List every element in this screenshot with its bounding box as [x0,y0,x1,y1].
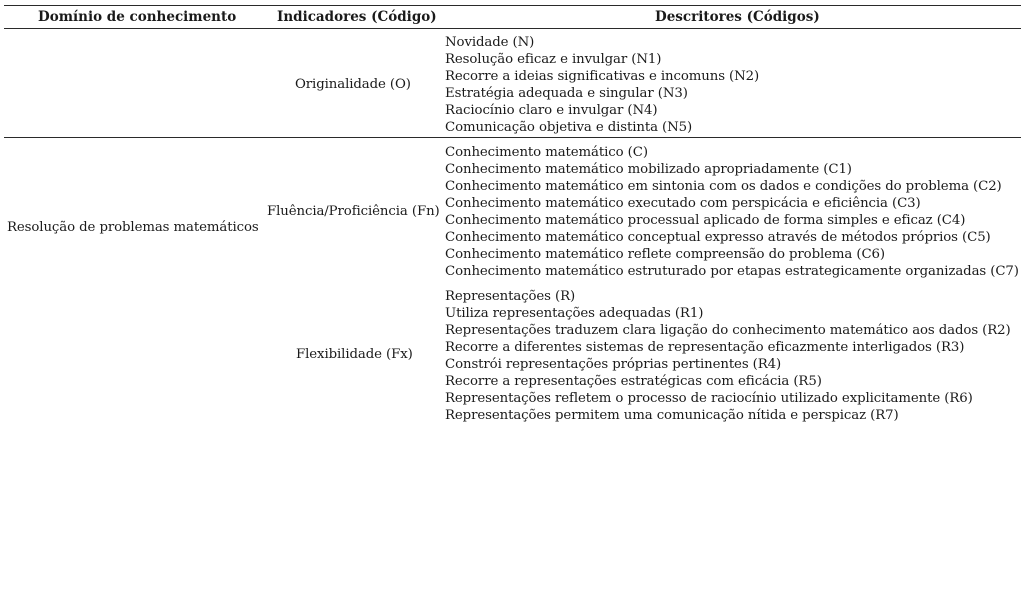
header-descriptors: Descritores (Códigos) [655,9,820,25]
indicator-fluencia: Fluência/Proficiência (Fn) [267,204,440,219]
descriptor-list-originalidade [445,34,759,136]
section-divider-rule [4,137,1021,138]
descriptor-item: Conhecimento matemático executado com perspicácia e eficiência (C3) [445,196,921,211]
descriptor-item: Conhecimento matemático processual aplicado de forma simples e eficaz (C4) [445,213,966,228]
descriptor-item: Recorre a ideias significativas e incomuns (N2) [445,69,760,84]
descriptor-list-fluencia [445,144,1019,280]
descriptor-item: Estratégia adequada e singular (N3) [445,86,688,101]
descriptor-item: Novidade (N) [445,35,535,50]
descriptor-item: Conhecimento matemático (C) [445,145,648,160]
descriptor-item: Conhecimento matemático estruturado por etapas estrategicamente organizadas (C7) [445,264,1019,279]
header-bottom-rule [4,28,1021,29]
descriptor-item: Raciocínio claro e invulgar (N4) [445,103,658,118]
header-domain: Domínio de conhecimento [38,9,237,25]
descriptor-item: Representações traduzem clara ligação do conhecimento matemático aos dados (R2) [445,323,1011,338]
indicator-originalidade: Originalidade (O) [295,77,411,92]
descriptor-item: Representações refletem o processo de raciocínio utilizado explicitamente (R6) [445,391,973,406]
descriptor-item: Conhecimento matemático em sintonia com os dados e condições do problema (C2) [445,179,1002,194]
table-top-rule [4,5,1021,6]
descriptor-item: Representações permitem uma comunicação nítida e perspicaz (R7) [445,408,899,423]
descriptor-item: Comunicação objetiva e distinta (N5) [445,120,693,135]
header-indicators: Indicadores (Código) [277,9,437,25]
descriptor-item: Conhecimento matemático reflete compreensão do problema (C6) [445,247,885,262]
descriptor-item: Recorre a diferentes sistemas de representação eficazmente interligados (R3) [445,340,965,355]
descriptor-item: Resolução eficaz e invulgar (N1) [445,52,662,67]
indicator-flexibilidade: Flexibilidade (Fx) [296,347,413,362]
descriptor-item: Constrói representações próprias pertinentes (R4) [445,357,782,372]
domain-cell: Resolução de problemas matemáticos [7,220,259,235]
descriptor-item: Conhecimento matemático mobilizado apropriadamente (C1) [445,162,852,177]
descriptor-list-flexibilidade [445,288,1011,424]
descriptor-item: Conhecimento matemático conceptual expresso através de métodos próprios (C5) [445,230,991,245]
descriptor-item: Representações (R) [445,289,576,304]
descriptor-item: Recorre a representações estratégicas com eficácia (R5) [445,374,822,389]
descriptor-item: Utiliza representações adequadas (R1) [445,306,704,321]
